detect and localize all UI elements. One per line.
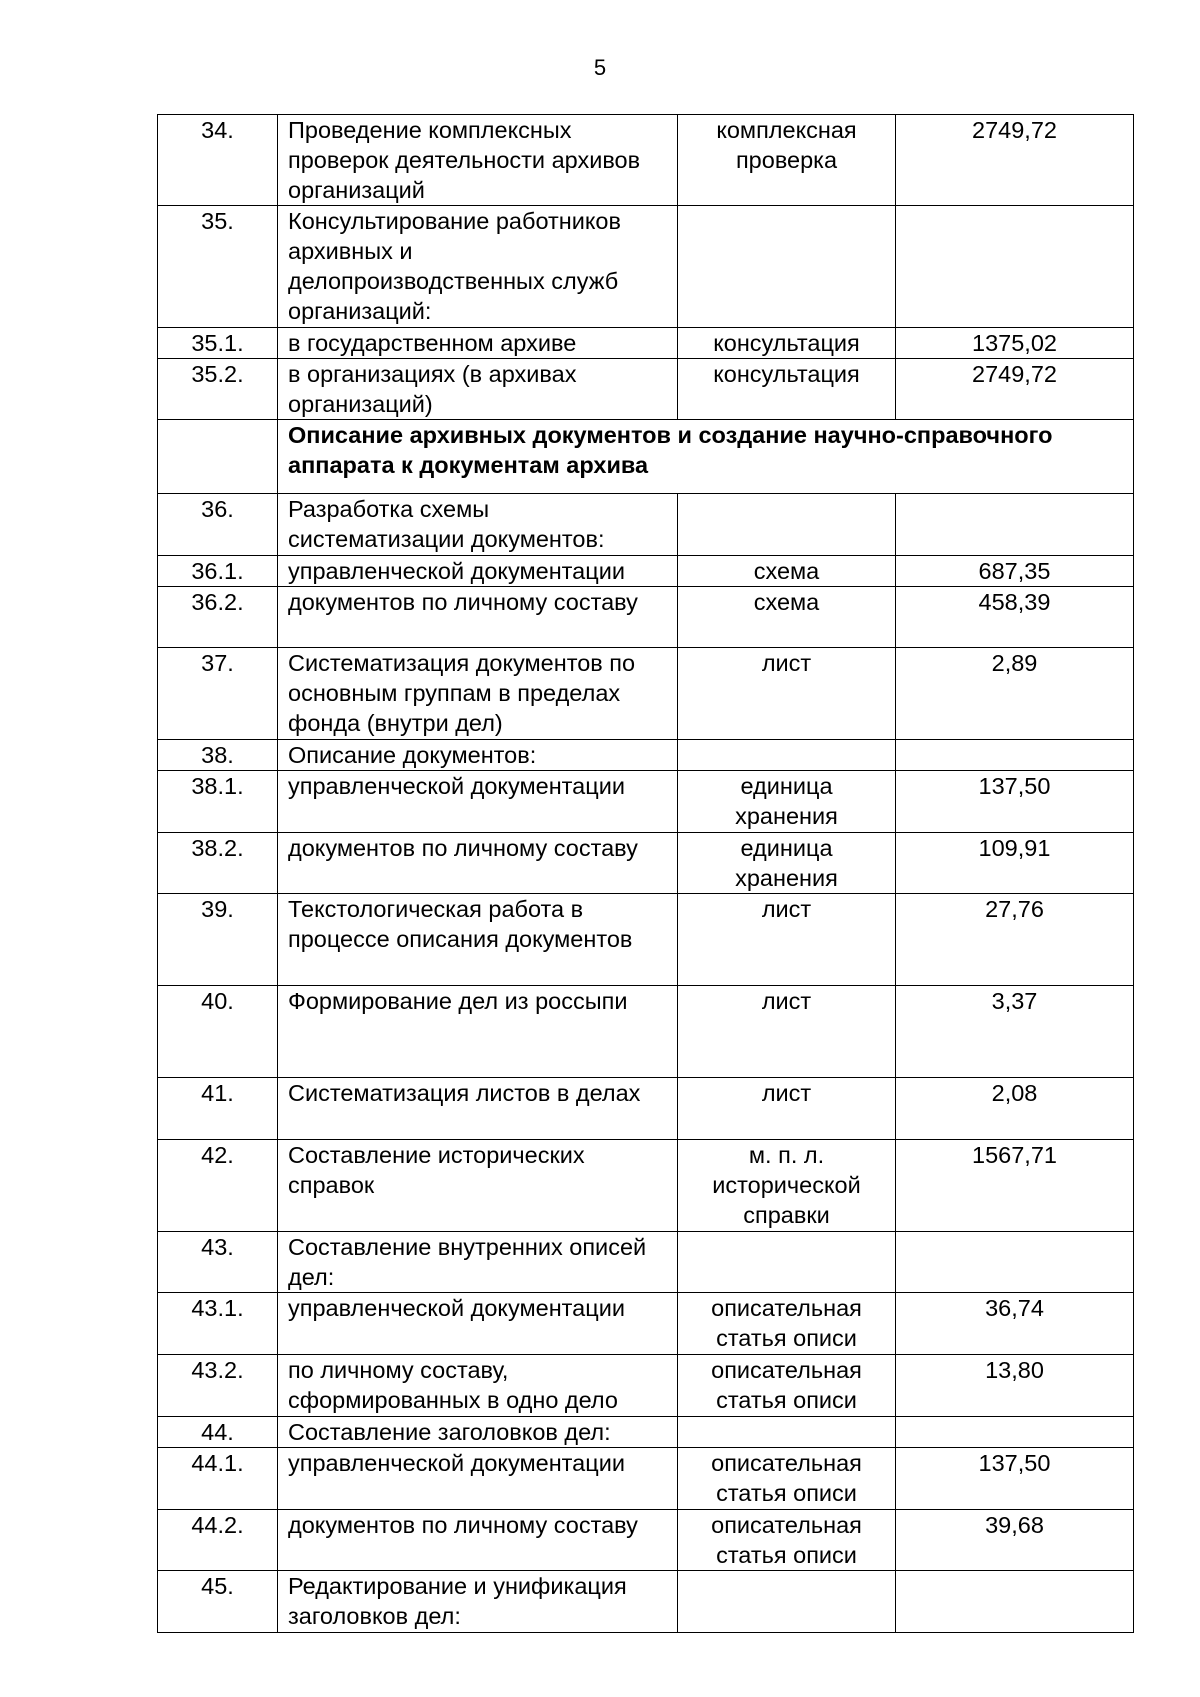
section-header-row: [158, 420, 1134, 494]
price-cell: 687,35: [896, 556, 1134, 587]
table-row: [158, 894, 1134, 986]
service-name-cell: управленческой документации: [278, 771, 678, 833]
row-number-cell: 45.: [158, 1571, 278, 1633]
unit-cell: описательная статья описи: [678, 1510, 896, 1571]
table-row: [158, 587, 1134, 648]
table-row: [158, 833, 1134, 894]
service-name-cell: в организациях (в архивах организаций): [278, 359, 678, 420]
unit-cell: комплексная проверка: [678, 115, 896, 206]
service-name-cell: Составление исторических справок: [278, 1140, 678, 1232]
price-cell: [896, 1232, 1134, 1293]
unit-cell: [678, 1417, 896, 1448]
table-row: [158, 1571, 1134, 1633]
unit-cell: [678, 494, 896, 556]
row-number-cell: 37.: [158, 648, 278, 740]
unit-cell: консультация: [678, 359, 896, 420]
service-name-cell: Проведение комплексных проверок деятельности архивов организаций: [278, 115, 678, 206]
unit-cell: лист: [678, 894, 896, 986]
table-row: [158, 740, 1134, 771]
row-number-cell: 44.1.: [158, 1448, 278, 1510]
service-name-cell: Описание документов:: [278, 740, 678, 771]
unit-cell: схема: [678, 587, 896, 648]
row-number-cell: 35.1.: [158, 328, 278, 359]
service-name-cell: управленческой документации: [278, 1293, 678, 1355]
price-cell: 1567,71: [896, 1140, 1134, 1232]
price-cell: 137,50: [896, 1448, 1134, 1510]
row-number-cell: 44.2.: [158, 1510, 278, 1571]
price-cell: 1375,02: [896, 328, 1134, 359]
table-row: [158, 1140, 1134, 1232]
table-row: [158, 986, 1134, 1078]
service-name-cell: по личному составу, сформированных в одно дело: [278, 1355, 678, 1417]
service-name-cell: документов по личному составу: [278, 833, 678, 894]
service-name-cell: Систематизация листов в делах: [278, 1078, 678, 1140]
price-cell: 39,68: [896, 1510, 1134, 1571]
service-name-cell: управленческой документации: [278, 556, 678, 587]
unit-cell: консультация: [678, 328, 896, 359]
table-row: [158, 1078, 1134, 1140]
unit-cell: схема: [678, 556, 896, 587]
unit-cell: м. п. л. исторической справки: [678, 1140, 896, 1232]
price-cell: 2749,72: [896, 359, 1134, 420]
row-number-cell: 42.: [158, 1140, 278, 1232]
row-number-cell: 40.: [158, 986, 278, 1078]
service-name-cell: документов по личному составу: [278, 587, 678, 648]
price-cell: 13,80: [896, 1355, 1134, 1417]
table-row: [158, 359, 1134, 420]
service-name-cell: управленческой документации: [278, 1448, 678, 1510]
unit-cell: описательная статья описи: [678, 1355, 896, 1417]
page-number: 5: [593, 55, 607, 80]
row-number-cell: 36.1.: [158, 556, 278, 587]
row-number-cell: 43.2.: [158, 1355, 278, 1417]
unit-cell: лист: [678, 1078, 896, 1140]
service-name-cell: Формирование дел из россыпи: [278, 986, 678, 1078]
price-cell: 2749,72: [896, 115, 1134, 206]
price-cell: [896, 1417, 1134, 1448]
service-name-cell: Составление заголовков дел:: [278, 1417, 678, 1448]
row-number-cell: 34.: [158, 115, 278, 206]
price-table-body: [158, 115, 1134, 1633]
service-name-cell: документов по личному составу: [278, 1510, 678, 1571]
table-row: [158, 206, 1134, 328]
service-name-cell: Разработка схемы систематизации документов:: [278, 494, 678, 556]
unit-cell: лист: [678, 986, 896, 1078]
service-name-cell: Текстологическая работа в процессе описания документов: [278, 894, 678, 986]
row-number-cell: 38.1.: [158, 771, 278, 833]
unit-cell: [678, 740, 896, 771]
unit-cell: [678, 206, 896, 328]
price-cell: [896, 740, 1134, 771]
unit-cell: [678, 1571, 896, 1633]
section-empty-cell: [158, 420, 278, 494]
service-name-cell: Редактирование и унификация заголовков дел:: [278, 1571, 678, 1633]
price-cell: [896, 494, 1134, 556]
price-cell: 137,50: [896, 771, 1134, 833]
row-number-cell: 36.2.: [158, 587, 278, 648]
price-cell: [896, 206, 1134, 328]
unit-cell: описательная статья описи: [678, 1293, 896, 1355]
unit-cell: [678, 1232, 896, 1293]
row-number-cell: 35.: [158, 206, 278, 328]
price-cell: 2,89: [896, 648, 1134, 740]
price-table: [157, 114, 1134, 1633]
unit-cell: описательная статья описи: [678, 1448, 896, 1510]
row-number-cell: 43.: [158, 1232, 278, 1293]
table-row: [158, 328, 1134, 359]
row-number-cell: 38.2.: [158, 833, 278, 894]
row-number-cell: 38.: [158, 740, 278, 771]
service-name-cell: Систематизация документов по основным группам в пределах фонда (внутри дел): [278, 648, 678, 740]
service-name-cell: Составление внутренних описей дел:: [278, 1232, 678, 1293]
table-row: [158, 1417, 1134, 1448]
row-number-cell: 36.: [158, 494, 278, 556]
price-cell: 36,74: [896, 1293, 1134, 1355]
unit-cell: единица хранения: [678, 771, 896, 833]
price-cell: 2,08: [896, 1078, 1134, 1140]
row-number-cell: 35.2.: [158, 359, 278, 420]
row-number-cell: 44.: [158, 1417, 278, 1448]
table-row: [158, 648, 1134, 740]
row-number-cell: 39.: [158, 894, 278, 986]
row-number-cell: 41.: [158, 1078, 278, 1140]
table-row: [158, 1448, 1134, 1510]
price-cell: 3,37: [896, 986, 1134, 1078]
table-row: [158, 1510, 1134, 1571]
table-row: [158, 1293, 1134, 1355]
service-name-cell: Консультирование работников архивных и делопроизводственных служб организаций:: [278, 206, 678, 328]
section-title: Описание архивных документов и создание научно-справочного аппарата к документам архива: [278, 420, 1134, 494]
table-row: [158, 115, 1134, 206]
price-cell: [896, 1571, 1134, 1633]
table-row: [158, 494, 1134, 556]
price-cell: 109,91: [896, 833, 1134, 894]
price-cell: 27,76: [896, 894, 1134, 986]
service-name-cell: в государственном архиве: [278, 328, 678, 359]
price-cell: 458,39: [896, 587, 1134, 648]
table-row: [158, 1232, 1134, 1293]
table-row: [158, 771, 1134, 833]
table-row: [158, 1355, 1134, 1417]
unit-cell: лист: [678, 648, 896, 740]
row-number-cell: 43.1.: [158, 1293, 278, 1355]
unit-cell: единица хранения: [678, 833, 896, 894]
table-row: [158, 556, 1134, 587]
